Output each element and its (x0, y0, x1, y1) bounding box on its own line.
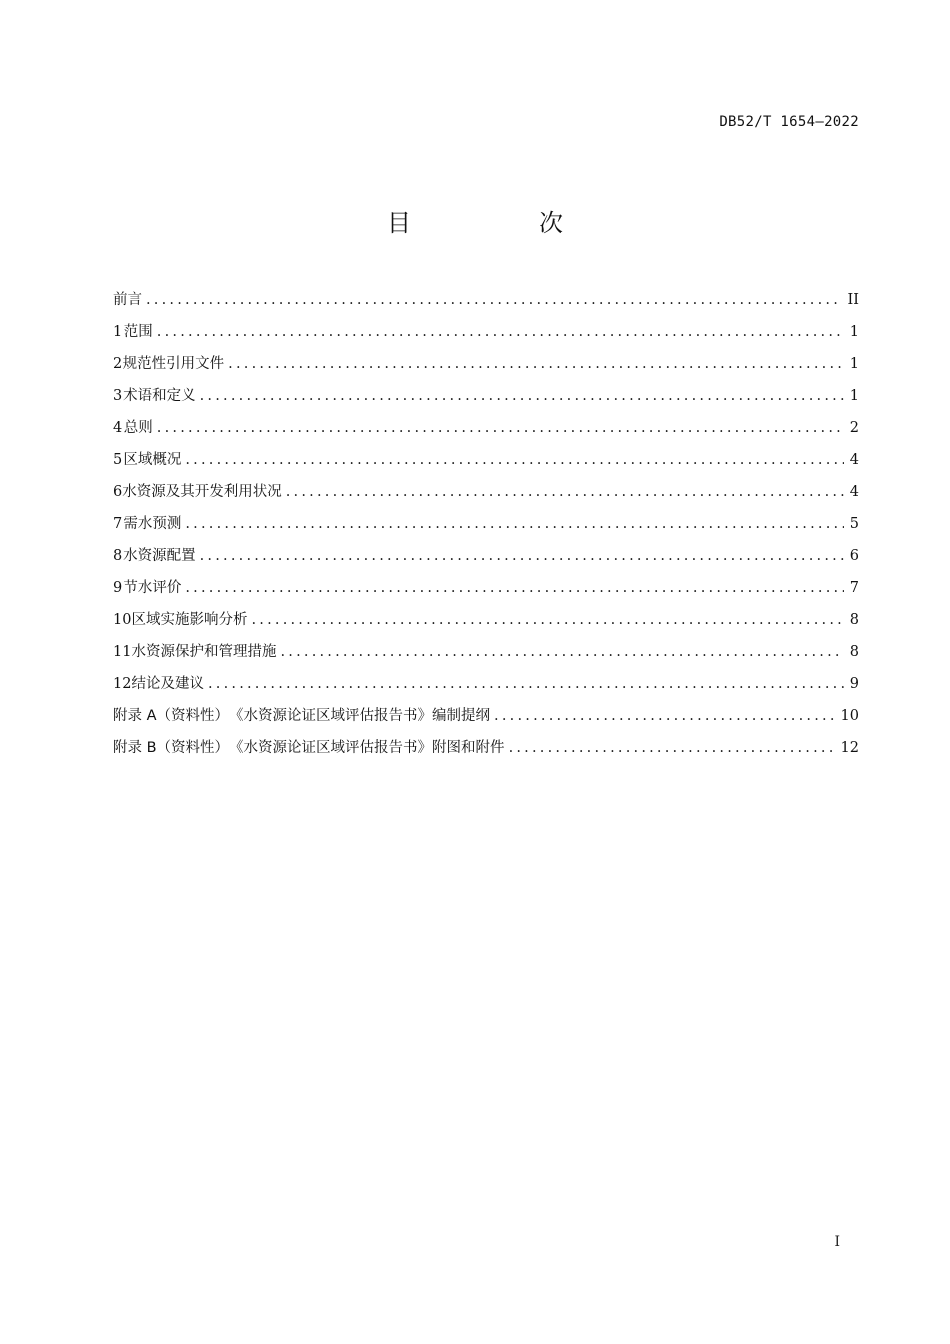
toc-entry-label: 前言 (113, 292, 142, 308)
toc-leader-dots (509, 732, 835, 764)
toc-entry-1[interactable] (113, 316, 859, 348)
toc-entry-6[interactable] (113, 476, 859, 508)
toc-entry-page: 7 (849, 580, 859, 596)
toc-entry-number: 10 (113, 612, 132, 628)
toc-entry-page: 8 (849, 644, 859, 660)
toc-leader-dots (200, 540, 844, 572)
toc-entry-label: 术语和定义 (123, 388, 196, 404)
toc-entry-number: 6 (113, 484, 123, 500)
toc-leader-dots (251, 604, 843, 636)
toc-entry-page: 1 (849, 324, 859, 340)
toc-entry-5[interactable] (113, 444, 859, 476)
toc-entry-number: 1 (113, 324, 123, 340)
toc-entry-number: 5 (113, 452, 123, 468)
toc-leader-dots (286, 476, 844, 508)
toc-entry-number: 2 (113, 356, 123, 372)
toc-leader-dots (280, 636, 843, 668)
toc-entry-12[interactable] (113, 668, 859, 700)
toc-entry-number: 11 (113, 644, 132, 660)
toc-entry-label: 附录 A（资料性） 《水资源论证区域评估报告书》编制提纲 (113, 708, 491, 724)
toc-entry-label: 节水评价 (123, 580, 182, 596)
toc-entry-2[interactable] (113, 348, 859, 380)
toc-entry-label: 需水预测 (123, 516, 182, 532)
toc-entry-label: 水资源配置 (123, 548, 196, 564)
toc-title: 目 次 (387, 209, 615, 237)
toc-leader-dots (208, 668, 844, 700)
toc-entry-10[interactable] (113, 604, 859, 636)
toc-leader-dots (185, 508, 843, 540)
toc-entry-label: 总则 (123, 420, 153, 436)
toc-entry-4[interactable] (113, 412, 859, 444)
toc-leader-dots (157, 412, 844, 444)
toc-entry-label: 规范性引用文件 (122, 356, 225, 372)
toc-entry-9[interactable] (113, 572, 859, 604)
toc-leader-dots (185, 444, 843, 476)
toc-entry-page: 12 (840, 740, 859, 756)
toc-entry-page: 4 (849, 452, 859, 468)
toc-leader-dots (228, 348, 844, 380)
toc-entry-3[interactable] (113, 380, 859, 412)
toc-entry-page: 6 (849, 548, 859, 564)
toc-entry-label: 区域实施影响分析 (131, 612, 248, 628)
toc-entry-number: 9 (113, 580, 123, 596)
toc-leader-dots (200, 380, 844, 412)
toc-entry-label: 水资源及其开发利用状况 (122, 484, 282, 500)
toc-entry-appendix-a[interactable] (113, 700, 859, 732)
toc-leader-dots (157, 316, 844, 348)
toc-entry-page: 10 (840, 708, 859, 724)
toc-entry-7[interactable] (113, 508, 859, 540)
toc-entry-label: 附录 B（资料性） 《水资源论证区域评估报告书》附图和附件 (113, 740, 505, 756)
toc-entry-page: 4 (849, 484, 859, 500)
toc-entry-page: 9 (849, 676, 859, 692)
toc-entry-11[interactable] (113, 636, 859, 668)
toc-entry-number: 7 (113, 516, 123, 532)
toc-entry-page: 1 (849, 356, 859, 372)
standard-code: DB52/T 1654—2022 (719, 114, 859, 130)
toc-entry-page: II (847, 292, 859, 308)
toc-entry-page: 2 (849, 420, 859, 436)
toc-leader-dots (146, 284, 842, 316)
toc-entry-appendix-b[interactable] (113, 732, 859, 764)
toc-leader-dots (494, 700, 835, 732)
table-of-contents (113, 284, 859, 764)
toc-entry-label: 区域概况 (123, 452, 182, 468)
toc-entry-number: 12 (113, 676, 132, 692)
toc-entry-label: 水资源保护和管理措施 (131, 644, 277, 660)
toc-entry-label: 结论及建议 (131, 676, 204, 692)
toc-leader-dots (185, 572, 843, 604)
page-number: I (834, 1234, 840, 1250)
toc-entry-label: 范围 (123, 324, 153, 340)
toc-entry-number: 8 (113, 548, 123, 564)
toc-entry-page: 1 (849, 388, 859, 404)
toc-entry-page: 5 (849, 516, 859, 532)
toc-entry-8[interactable] (113, 540, 859, 572)
toc-entry-page: 8 (849, 612, 859, 628)
toc-entry-number: 4 (113, 420, 123, 436)
toc-entry-foreword[interactable] (113, 284, 859, 316)
toc-entry-number: 3 (113, 388, 123, 404)
